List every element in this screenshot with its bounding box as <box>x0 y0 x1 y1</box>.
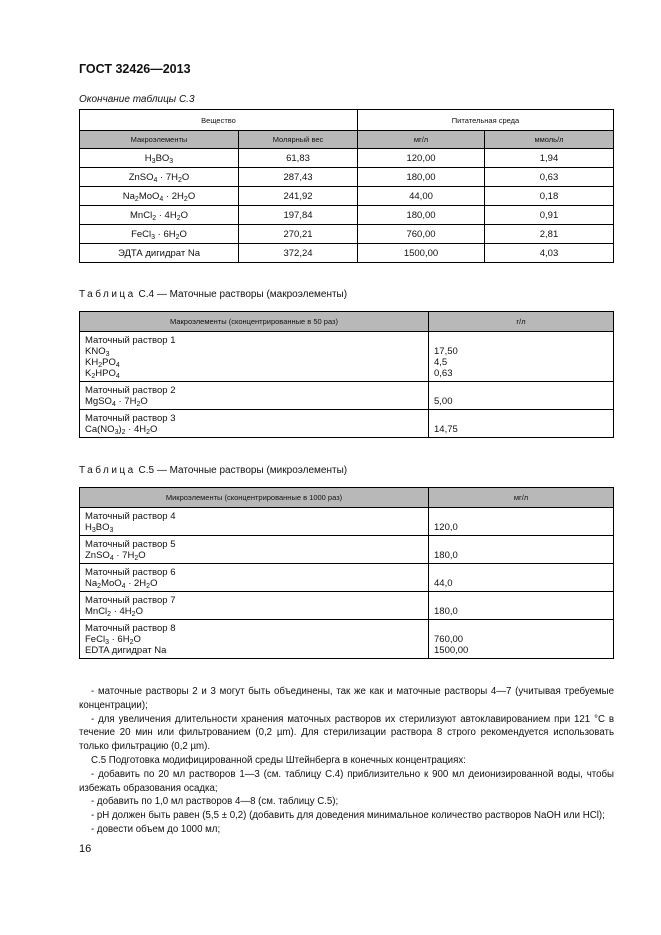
formula-text: FeCl <box>131 228 152 240</box>
formula-subscript: 2 <box>176 214 181 222</box>
formula-subscript: 2 <box>97 583 102 590</box>
caption-rest: С.5 — Маточные растворы (микроэлементы) <box>138 465 348 476</box>
formula-text: O <box>150 424 158 435</box>
formula-text: ZnSO <box>128 171 154 183</box>
table-row <box>80 206 614 225</box>
document-header: ГОСТ 32426—2013 <box>79 62 191 76</box>
formula-text: Na <box>85 578 98 589</box>
formula-subscript: 2 <box>178 176 182 184</box>
table3-caption <box>79 465 347 476</box>
formula-subscript: 2 <box>136 401 141 408</box>
paragraph: - добавить по 1,0 мл растворов 4—8 (см. таблицу С.5); <box>91 796 339 808</box>
component-line <box>85 634 423 645</box>
paragraph: С.5 Подготовка модифицированной среды Штейнберга в конечных концентрациях: <box>91 754 466 766</box>
formula-text: · 6H <box>155 228 176 240</box>
formula-text: · 4H <box>156 209 177 221</box>
formula-subscript: 3 <box>114 429 119 436</box>
component-line <box>85 645 423 656</box>
table-row <box>80 536 614 564</box>
table-row <box>80 382 614 410</box>
molar-weight-cell: 287,43 <box>239 168 358 187</box>
caption-prefix: Таблица <box>79 465 136 476</box>
component-line <box>85 346 423 357</box>
formula-text: HPO <box>95 368 116 379</box>
formula-subscript: 3 <box>105 639 109 646</box>
table-row <box>80 168 614 187</box>
table-row <box>80 508 614 536</box>
formula-text: MgSO <box>85 396 112 407</box>
component-line <box>85 522 423 533</box>
formula-text: O <box>181 171 190 183</box>
formula-text: O <box>180 209 188 221</box>
stock-solution-title: Маточный раствор 5 <box>85 539 176 550</box>
value-cell <box>429 508 614 536</box>
value-cell <box>429 332 614 382</box>
mmol-per-l-cell: 0,91 <box>485 206 614 225</box>
formula-subscript: 2 <box>152 214 157 222</box>
stock-solution-cell <box>80 592 429 620</box>
formula-subscript: 2 <box>91 373 96 380</box>
formula-text: O <box>187 190 196 202</box>
component-line <box>85 550 423 561</box>
substance-cell <box>80 244 239 263</box>
group-header-substance: Вещество <box>80 110 358 131</box>
formula-text: K <box>85 368 92 379</box>
component-value: 0,63 <box>434 368 453 379</box>
table-row <box>80 410 614 438</box>
table-row <box>80 187 614 206</box>
mg-per-l-cell: 120,00 <box>358 149 485 168</box>
mg-per-l-cell: 180,00 <box>358 206 485 225</box>
component-value: 4,5 <box>434 357 448 368</box>
paragraph: - довести объем до 1000 мл; <box>91 823 221 835</box>
table-row <box>80 620 614 659</box>
component-value: 120,0 <box>434 522 458 533</box>
formula-subscript: 4 <box>121 583 126 590</box>
component-value: 5,00 <box>434 396 453 407</box>
formula-text: BO <box>155 152 170 164</box>
formula-text: Ca(NO <box>85 424 115 435</box>
component-line <box>85 606 423 617</box>
value-cell <box>429 536 614 564</box>
formula-subscript: 2 <box>134 555 139 562</box>
formula-text: · 2H <box>163 190 184 202</box>
formula-text: · 7H <box>113 550 135 561</box>
stock-solution-cell <box>80 564 429 592</box>
col-header: мг/л <box>429 488 614 508</box>
component-line <box>85 424 423 435</box>
formula-subscript: 3 <box>109 527 114 534</box>
col-header: Макроэлементы (сконцентрированные в 50 раз) <box>80 312 429 332</box>
table-row <box>80 225 614 244</box>
value-cell <box>429 564 614 592</box>
table-row <box>80 244 614 263</box>
formula-subscript: 2 <box>129 639 134 646</box>
formula-text: MnCl <box>130 209 153 221</box>
molar-weight-cell: 372,24 <box>239 244 358 263</box>
formula-text: MoO <box>138 190 160 202</box>
mmol-per-l-cell: 4,03 <box>485 244 614 263</box>
stock-solution-cell <box>80 332 429 382</box>
body-text <box>79 685 614 837</box>
group-header-medium: Питательная среда <box>358 110 614 131</box>
paragraph: - для увеличения длительности хранения маточных растворов их стерилизуют автоклавированием при 121 °С в течение 20 мин или фильтрованием (0,2 µm). Для стерилизации раствора 8 строго рекомендуется использовать только фильтрацию (0,2 µm). <box>79 713 614 753</box>
formula-text: O <box>135 606 143 617</box>
page-number: 16 <box>79 843 92 855</box>
mmol-per-l-cell: 1,94 <box>485 149 614 168</box>
col-header: Молярный вес <box>239 131 358 149</box>
component-value: 14,75 <box>434 424 458 435</box>
formula-subscript: 2 <box>98 362 103 369</box>
caption-prefix: Таблица <box>79 289 136 300</box>
formula-text: · 4H <box>125 424 147 435</box>
formula-text: EDTA дигидрат Na <box>85 645 167 656</box>
table-c5 <box>79 487 614 659</box>
mg-per-l-cell: 180,00 <box>358 168 485 187</box>
component-value: 180,0 <box>434 606 458 617</box>
formula-text: FeCl <box>85 634 106 645</box>
molar-weight-cell: 61,83 <box>239 149 358 168</box>
table-row <box>80 564 614 592</box>
molar-weight-cell: 197,84 <box>239 206 358 225</box>
mg-per-l-cell: 44,00 <box>358 187 485 206</box>
table-c3-end <box>79 109 614 263</box>
formula-subscript: 4 <box>159 195 164 203</box>
component-value: 44,0 <box>434 578 453 589</box>
formula-text: BO <box>95 522 110 533</box>
stock-solution-cell <box>80 508 429 536</box>
molar-weight-cell: 270,21 <box>239 225 358 244</box>
formula-subscript: 4 <box>115 362 120 369</box>
formula-text: O <box>179 228 187 240</box>
formula-subscript: 2 <box>183 195 188 203</box>
table-row <box>80 149 614 168</box>
table-row <box>80 592 614 620</box>
formula-text: H <box>85 522 92 533</box>
formula-subscript: 3 <box>91 527 96 534</box>
formula-text: · 7H <box>157 171 178 183</box>
formula-text: Na <box>122 190 135 202</box>
mmol-per-l-cell: 0,18 <box>485 187 614 206</box>
table-c4 <box>79 311 614 438</box>
col-header: Микроэлементы (сконцентрированные в 1000 раз) <box>80 488 429 508</box>
table2-caption <box>79 289 347 300</box>
table1-caption: Окончание таблицы С.3 <box>79 94 195 105</box>
formula-subscript: 3 <box>169 157 174 165</box>
formula-subscript: 3 <box>105 351 110 358</box>
stock-solution-cell <box>80 620 429 659</box>
value-cell <box>429 382 614 410</box>
formula-text: KH <box>85 357 99 368</box>
formula-text: · 2H <box>125 578 147 589</box>
mg-per-l-cell: 760,00 <box>358 225 485 244</box>
formula-subscript: 2 <box>134 195 139 203</box>
formula-text: MoO <box>101 578 122 589</box>
formula-text: PO <box>102 357 116 368</box>
stock-solution-title: Маточный раствор 8 <box>85 623 176 634</box>
stock-solution-cell <box>80 410 429 438</box>
mg-per-l-cell: 1500,00 <box>358 244 485 263</box>
formula-subscript: 4 <box>111 401 116 408</box>
formula-text: O <box>133 634 141 645</box>
formula-subscript: 4 <box>109 555 114 562</box>
formula-subscript: 2 <box>146 583 151 590</box>
mmol-per-l-cell: 0,63 <box>485 168 614 187</box>
col-header: мг/л <box>358 131 485 149</box>
formula-subscript: 3 <box>151 233 156 241</box>
formula-text: · 6H <box>108 634 130 645</box>
stock-solution-title: Маточный раствор 3 <box>85 413 176 424</box>
formula-subscript: 2 <box>121 429 126 436</box>
stock-solution-cell <box>80 536 429 564</box>
substance-cell <box>80 187 239 206</box>
formula-text: · 4H <box>111 606 132 617</box>
substance-cell <box>80 149 239 168</box>
substance-cell <box>80 168 239 187</box>
paragraph: - добавить по 20 мл растворов 1—3 (см. таблицу С.4) приблизительно к 900 мл деионизированной воды, чтобы избежать образования осадка; <box>79 768 614 794</box>
stock-solution-title: Маточный раствор 7 <box>85 595 176 606</box>
stock-solution-title: Маточный раствор 4 <box>85 511 176 522</box>
stock-solution-title: Маточный раствор 1 <box>85 335 176 346</box>
formula-text: ЭДТА дигидрат Na <box>117 247 201 259</box>
component-value: 180,0 <box>434 550 458 561</box>
component-line <box>85 578 423 589</box>
formula-text: O <box>138 550 146 561</box>
table-row <box>80 332 614 382</box>
formula-text: O <box>140 396 148 407</box>
stock-solution-title: Маточный раствор 2 <box>85 385 176 396</box>
paragraph: - маточные растворы 2 и 3 могут быть объединены, так же как и маточные растворы 4—7 (учитывая требуемые концентрации); <box>79 686 614 711</box>
formula-text: · 7H <box>115 396 137 407</box>
formula-subscript: 2 <box>131 611 136 618</box>
formula-subscript: 2 <box>146 429 151 436</box>
paragraph: - рН должен быть равен (5,5 ± 0,2) (добавить для доведения минимальное количество растворов NaOH или HCl); <box>91 810 605 822</box>
value-cell <box>429 620 614 659</box>
formula-text: MnCl <box>85 606 108 617</box>
component-line <box>85 396 423 407</box>
formula-subscript: 2 <box>175 233 180 241</box>
stock-solution-cell <box>80 382 429 410</box>
formula-text: KNO <box>85 346 106 357</box>
col-header: Макроэлементы <box>80 131 239 149</box>
component-line <box>85 368 423 379</box>
formula-text: ZnSO <box>85 550 110 561</box>
component-value: 760,00 <box>434 634 464 645</box>
col-header: г/л <box>429 312 614 332</box>
formula-text: O <box>150 578 158 589</box>
component-value: 17,50 <box>434 346 458 357</box>
formula-text: H <box>144 152 152 164</box>
value-cell <box>429 410 614 438</box>
component-value: 1500,00 <box>434 645 469 656</box>
value-cell <box>429 592 614 620</box>
formula-subscript: 3 <box>151 157 156 165</box>
stock-solution-title: Маточный раствор 6 <box>85 567 176 578</box>
formula-text: ) <box>118 424 122 435</box>
molar-weight-cell: 241,92 <box>239 187 358 206</box>
formula-subscript: 2 <box>107 611 112 618</box>
mmol-per-l-cell: 2,81 <box>485 225 614 244</box>
formula-subscript: 4 <box>153 176 158 184</box>
caption-rest: С.4 — Маточные растворы (макроэлементы) <box>138 289 348 300</box>
formula-subscript: 4 <box>115 373 120 380</box>
component-line <box>85 357 423 368</box>
substance-cell <box>80 206 239 225</box>
col-header: ммоль/л <box>485 131 614 149</box>
substance-cell <box>80 225 239 244</box>
